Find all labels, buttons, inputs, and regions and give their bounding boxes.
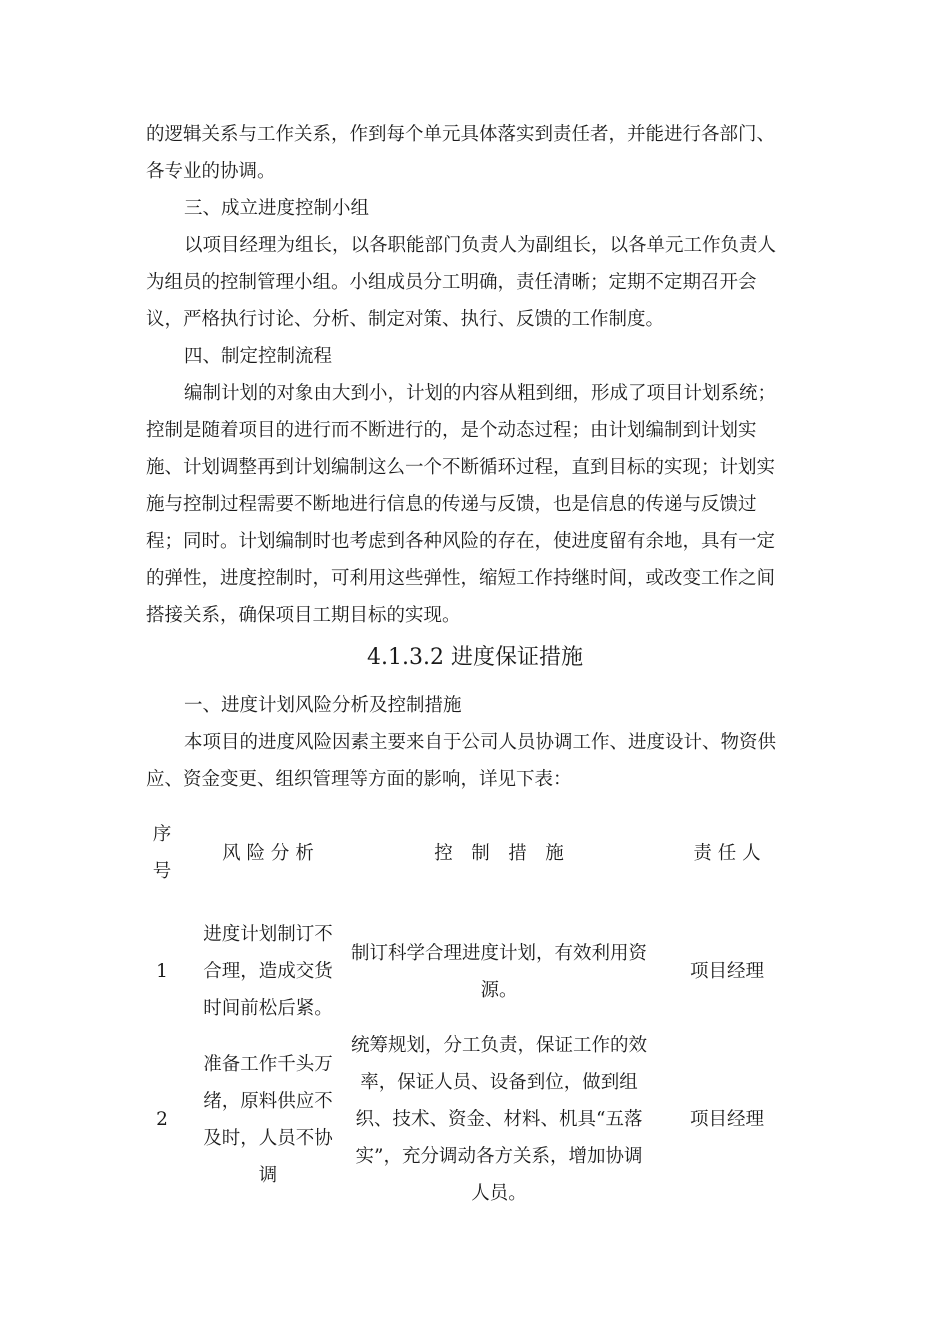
risk-control-table: [136, 816, 804, 1212]
section-heading: 4.1.3.2 进度保证措施: [367, 645, 583, 670]
body-text-line: 施与控制过程需要不断地进行信息的传递与反馈，也是信息的传递与反馈过: [146, 494, 757, 515]
measure-line: 统筹规划，分工负责，保证工作的效: [350, 1035, 647, 1056]
risk-line: 及时，人员不协: [203, 1127, 333, 1149]
risk-line: 合理，造成交货: [203, 961, 333, 982]
table-row: [136, 916, 804, 1027]
table-row: [136, 1027, 804, 1212]
risk-line: 进度计划制订不: [203, 924, 333, 945]
body-text-line: 为组员的控制管理小组。小组成员分工明确，责任清晰；定期不定期召开会: [146, 272, 757, 293]
table-header-row: [136, 816, 804, 890]
body-text-line: 以项目经理为组长，以各职能部门负责人为副组长，以各单元工作负责人: [184, 235, 777, 256]
owner-cell: 项目经理: [689, 961, 764, 982]
body-text-line: 各专业的协调。: [146, 161, 276, 182]
body-text-line: 搭接关系，确保项目工期目标的实现。: [146, 605, 461, 626]
measure-cell: [348, 916, 650, 1027]
measure-cell: [348, 1027, 650, 1212]
row-number: 2: [156, 1109, 168, 1130]
measure-line: 实”，充分调动各方关系，增加协调: [355, 1146, 643, 1167]
measure-line: 制订科学合理进度计划，有效利用资: [350, 942, 647, 964]
body-text-line: 应、资金变更、组织管理等方面的影响，详见下表：: [146, 769, 572, 790]
body-text-line: 程；同时。计划编制时也考虑到各种风险的存在，使进度留有余地，具有一定: [146, 531, 776, 552]
header-owner: 责 任 人: [693, 842, 761, 864]
owner-cell: 项目经理: [689, 1109, 764, 1130]
risk-line: 绪，原料供应不: [203, 1090, 333, 1112]
body-text-line: 编制计划的对象由大到小，计划的内容从粗到细，形成了项目计划系统；: [184, 383, 777, 404]
measure-line: 源。: [480, 979, 518, 1001]
header-seq-line: 序: [152, 824, 172, 845]
row-number: 1: [156, 961, 168, 982]
subsection-title: 三、成立进度控制小组: [184, 198, 370, 219]
risk-line: 准备工作千头万: [203, 1053, 333, 1075]
body-text-line: 的弹性，进度控制时，可利用这些弹性，缩短工作持继时间，或改变工作之间: [146, 568, 776, 589]
risk-cell: [188, 916, 348, 1027]
measure-line: 人员。: [471, 1183, 527, 1204]
measure-line: 织、技术、资金、材料、机具“五落: [355, 1109, 643, 1130]
table-spacer-row: [136, 890, 804, 916]
header-risk: 风 险 分 析: [222, 842, 314, 864]
header-measures: 控 制 措 施: [434, 842, 564, 864]
subsection-title: 一、进度计划风险分析及控制措施: [184, 695, 462, 716]
risk-line: 时间前松后紧。: [203, 998, 333, 1019]
body-text-line: 本项目的进度风险因素主要来自于公司人员协调工作、进度设计、物资供: [184, 732, 777, 753]
body-text-line: 的逻辑关系与工作关系，作到每个单元具体落实到责任者，并能进行各部门、: [146, 124, 776, 145]
header-seq: [136, 816, 188, 890]
header-seq-line: 号: [152, 861, 172, 882]
subsection-title: 四、制定控制流程: [184, 346, 333, 367]
measure-line: 率，保证人员、设备到位，做到组: [360, 1072, 638, 1093]
body-text-line: 议，严格执行讨论、分析、制定对策、执行、反馈的工作制度。: [146, 309, 665, 330]
body-text-line: 控制是随着项目的进行而不断进行的，是个动态过程；由计划编制到计划实: [146, 420, 757, 441]
risk-line: 调: [258, 1164, 278, 1186]
body-text-line: 施、计划调整再到计划编制这么一个不断循环过程，直到目标的实现；计划实: [146, 457, 776, 478]
risk-cell: [188, 1027, 348, 1212]
